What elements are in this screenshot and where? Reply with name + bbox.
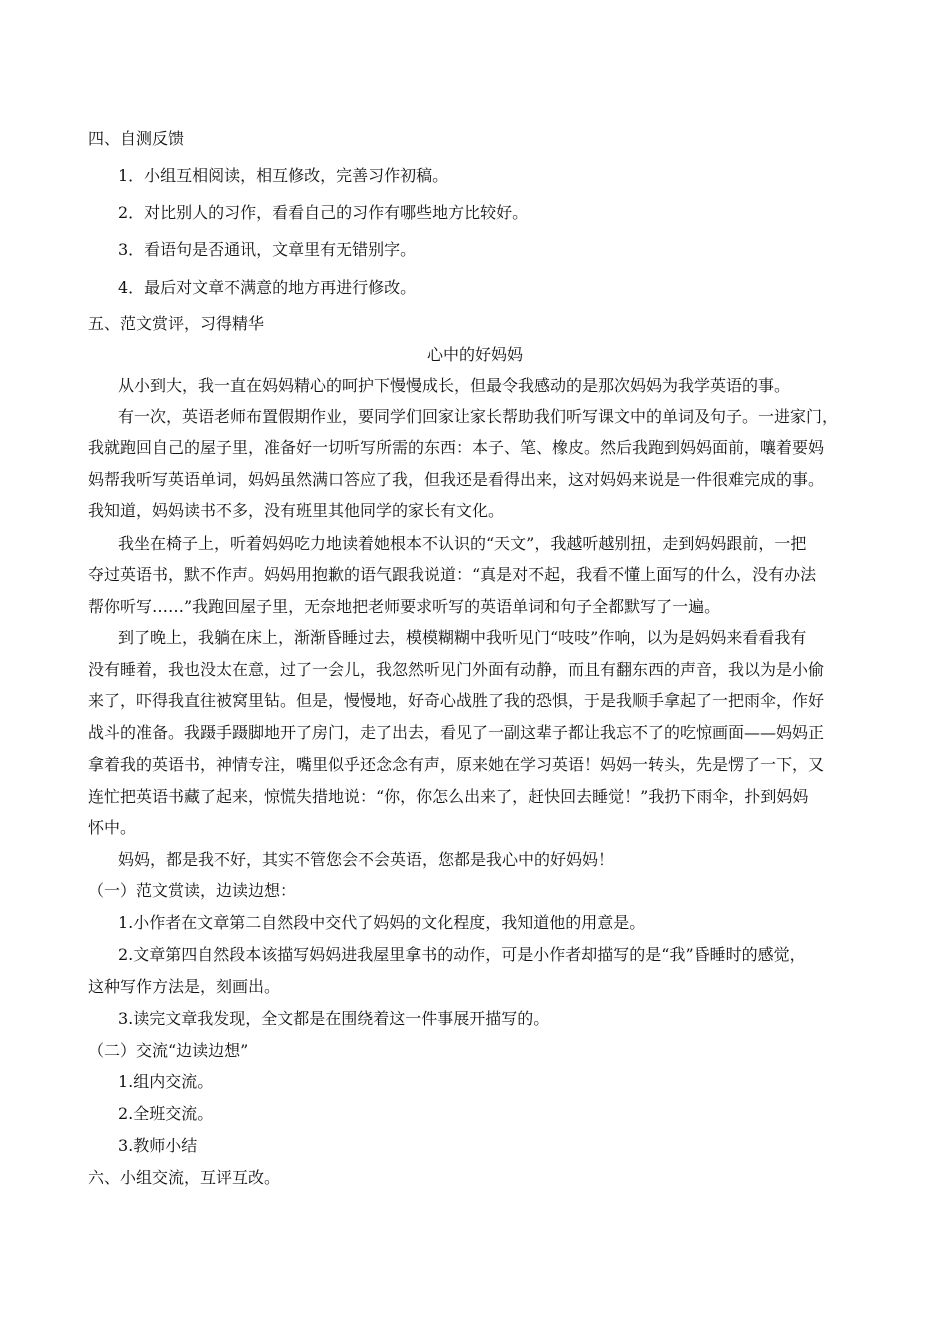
section4-item: 1．小组互相阅读，相互修改，完善习作初稿。 [118,166,449,185]
section4-item: 2．对比别人的习作，看看自己的习作有哪些地方比较好。 [118,203,529,222]
part1-line: 2.文章第四自然段本该描写妈妈进我屋里拿书的动作，可是小作者却描写的是“我”昏睡时的感觉， [118,945,806,964]
essay-title: 心中的好妈妈 [426,345,523,364]
essay-line: 怀中。 [88,818,137,837]
essay-line: 没有睡着，我也没太在意，过了一会儿，我忽然听见门外面有动静，而且有翻东西的声音，我以为是小偷 [88,660,825,679]
essay-line: 有一次，英语老师布置假期作业，要同学们回家让家长帮助我们听写课文中的单词及句子。一进家门， [118,407,839,426]
section4-heading: 四、自测反馈 [88,129,185,148]
essay-line: 拿着我的英语书，神情专注，嘴里似乎还念念有声，原来她在学习英语！妈妈一转头，先是愣了一下，又 [88,755,825,774]
part2-item: 3.教师小结 [118,1136,198,1155]
essay-line: 来了，吓得我直往被窝里钻。但是，慢慢地，好奇心战胜了我的恐惧，于是我顺手拿起了一把雨伞，作好 [88,691,825,710]
part1-line: 1.小作者在文章第二自然段中交代了妈妈的文化程度，我知道他的用意是。 [118,913,646,932]
essay-line: 从小到大，我一直在妈妈精心的呵护下慢慢成长，但最令我感动的是那次妈妈为我学英语的事。 [118,376,791,395]
essay-line: 战斗的准备。我蹑手蹑脚地开了房门，走了出去，看见了一副这辈子都让我忘不了的吃惊画面——妈妈正 [88,723,825,742]
essay-line: 妈帮我听写英语单词，妈妈虽然满口答应了我，但我还是看得出来，这对妈妈来说是一件很难完成的事。 [88,470,825,489]
section4-item: 4．最后对文章不满意的地方再进行修改。 [118,278,417,297]
part2-item: 1.组内交流。 [118,1072,214,1091]
essay-line: 我知道，妈妈读书不多，没有班里其他同学的家长有文化。 [88,501,505,520]
section4-item: 3．看语句是否通讯，文章里有无错别字。 [118,240,417,259]
part1-heading: （一）范文赏读，边读边想： [88,881,297,900]
part2-item: 2.全班交流。 [118,1104,214,1123]
part2-heading: （二）交流“边读边想” [88,1041,249,1060]
part1-line: 这种写作方法是，刻画出。 [88,977,281,996]
essay-line: 帮你听写……”我跑回屋子里，无奈地把老师要求听写的英语单词和句子全都默写了一遍。 [88,597,721,616]
essay-line: 我就跑回自己的屋子里，准备好一切听写所需的东西：本子、笔、橡皮。然后我跑到妈妈面前，嚷着要妈 [88,438,825,457]
section6-heading: 六、小组交流，互评互改。 [88,1168,281,1187]
essay-line: 连忙把英语书藏了起来，惊慌失措地说：“你，你怎么出来了，赶快回去睡觉！”我扔下雨伞，扑到妈妈 [88,787,809,806]
section5-heading: 五、范文赏评，习得精华 [88,314,265,333]
part1-line: 3.读完文章我发现，全文都是在围绕着这一件事展开描写的。 [118,1009,550,1028]
essay-line: 夺过英语书，默不作声。妈妈用抱歉的语气跟我说道：“真是对不起，我看不懂上面写的什么，没有办法 [88,565,817,584]
essay-line: 妈妈，都是我不好，其实不管您会不会英语，您都是我心中的好妈妈！ [118,850,615,869]
essay-line: 我坐在椅子上，听着妈妈吃力地读着她根本不认识的“天文”，我越听越别扭，走到妈妈跟前，一把 [118,534,807,553]
essay-line: 到了晚上，我躺在床上，渐渐昏睡过去，模模糊糊中我听见门“吱吱”作响，以为是妈妈来看看我有 [118,628,807,647]
